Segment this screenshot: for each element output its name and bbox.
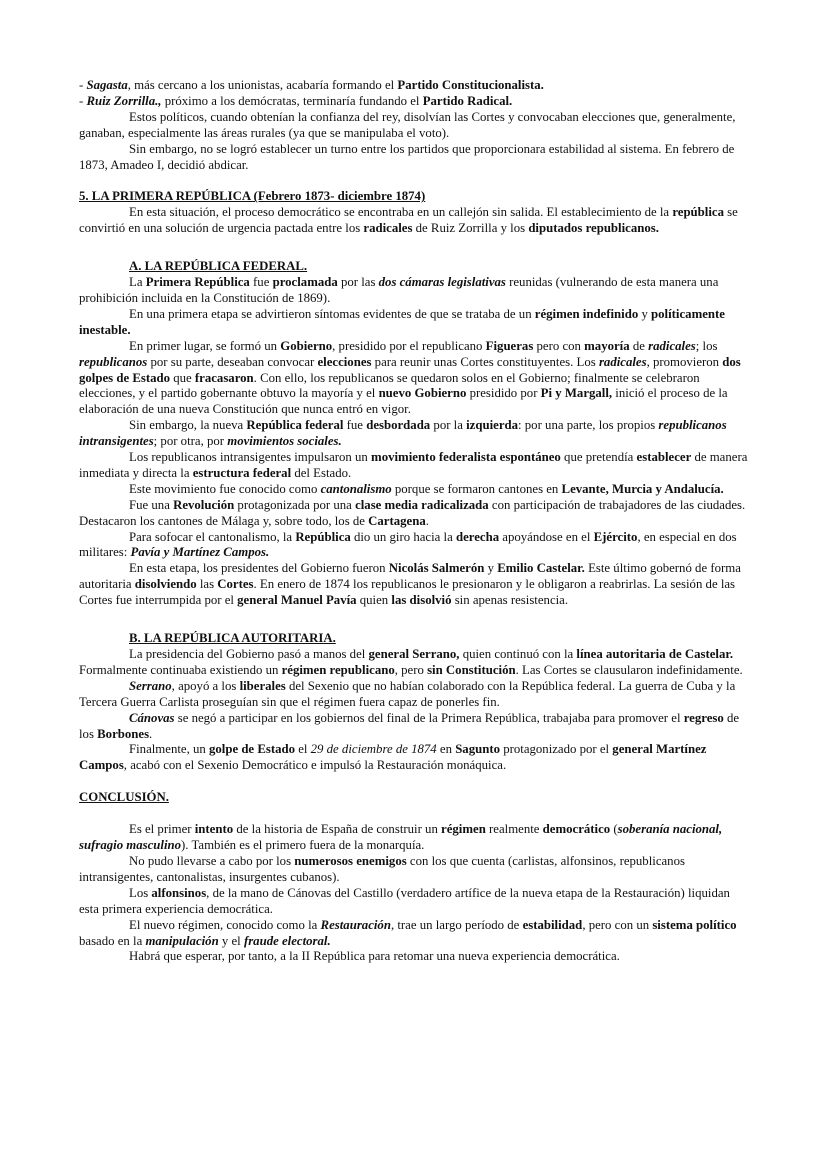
text-run: movimientos sociales. xyxy=(227,434,342,449)
text-run: general Martínez Campos xyxy=(79,742,707,773)
text-run: república xyxy=(672,205,724,220)
text-run: de Ruiz Zorrilla y los xyxy=(412,221,529,236)
paragraph-golpe-sagunto xyxy=(79,742,751,774)
paragraph-desbordada xyxy=(79,418,751,450)
text-run: pero con xyxy=(533,338,585,353)
text-run: dos golpes de Estado xyxy=(79,354,741,385)
paragraph-enemigos xyxy=(79,854,751,886)
text-run: Cortes xyxy=(217,577,254,592)
text-run: se negó a participar en los gobiernos del final de la Primera República, trabajaba para promover el xyxy=(174,710,684,725)
text-run: régimen xyxy=(441,822,486,837)
text-run: Formalmente continuaba existiendo un xyxy=(79,662,282,677)
text-run: . Con ello, los republicanos se quedaron solos en el Gobierno; finalmente se celebraron elecciones, y el partido gobernante obtuvo la mayoría y el xyxy=(79,370,700,401)
text-run: Partido Radical. xyxy=(422,93,513,108)
text-run: República federal xyxy=(246,418,344,433)
text-run: protagonizada por una xyxy=(234,497,356,512)
text-run: soberanía nacional, sufragio masculino xyxy=(79,822,723,853)
text-run: sistema político xyxy=(652,917,737,932)
text-run: ; los xyxy=(695,338,718,353)
text-run: de manera inmediata y directa la xyxy=(79,450,748,480)
text-run: radicales xyxy=(598,354,647,369)
text-run: general Serrano, xyxy=(368,647,460,661)
text-run: Pi y Margall, xyxy=(540,386,613,401)
text-run: Partido Constitucionalista. xyxy=(397,78,544,92)
text-run: con los que cuenta (carlistas, alfonsinos, republicanos intransigentes, cantonalistas, insurgentes cubanos). xyxy=(79,853,685,884)
text-run: Ejército xyxy=(593,529,638,544)
text-run: derecha xyxy=(455,529,500,544)
text-run: . Las Cortes se clausularon indefinidamente. xyxy=(515,662,743,677)
text-run: Primera República xyxy=(145,275,250,290)
paragraph-gobierno-figueras xyxy=(79,339,751,419)
text-run: porque se formaron cantones en xyxy=(391,481,562,496)
text-run: liberales xyxy=(239,678,286,693)
text-run: fraude electoral. xyxy=(243,933,331,948)
text-run: elecciones xyxy=(317,354,372,369)
text-run: realmente xyxy=(485,822,543,837)
text-run: en xyxy=(436,742,456,757)
text-run: reunidas (vulnerando de esta manera una prohibición incluida en la Constitución de 1869). xyxy=(79,275,719,305)
text-run: - xyxy=(79,93,87,108)
paragraph-serrano-liberales xyxy=(79,679,751,711)
text-run: políticamente inestable. xyxy=(79,306,725,337)
text-run: regreso xyxy=(683,710,724,725)
text-run: , más cercano a los unionistas, acabaría formando el xyxy=(127,78,398,92)
text-run: Para sofocar el cantonalismo, la xyxy=(129,529,296,544)
paragraph-intento xyxy=(79,822,751,854)
section-heading-conclusion: CONCLUSIÓN. xyxy=(79,790,169,805)
text-run: La xyxy=(129,275,146,290)
text-run: cantonalismo xyxy=(320,481,392,496)
text-run: por las xyxy=(337,275,379,290)
text-run: protagonizado por el xyxy=(500,742,613,757)
text-run: con participación de trabajadores de las ciudades. Destacaron los cantones de Málaga y, sobre todo, los de xyxy=(79,497,746,528)
text-run: En esta etapa, los presidentes del Gobierno fueron xyxy=(129,561,389,576)
text-run: Cartagena xyxy=(368,513,426,528)
text-run: y el xyxy=(218,933,244,948)
paragraph-revolucion xyxy=(79,498,751,530)
text-run: Levante, Murcia y Andalucía. xyxy=(561,481,724,496)
text-run: dio un giro hacia la xyxy=(350,529,456,544)
text-run: Habrá que esperar, por tanto, a la II República para retomar una nueva experiencia democrática. xyxy=(129,949,620,964)
text-run: 29 de diciembre de 1874 xyxy=(310,742,437,757)
text-run: radicales xyxy=(648,338,696,353)
text-run: : por una parte, los propios xyxy=(518,418,659,433)
text-run: quien continuó con la xyxy=(459,647,577,661)
paragraph-serrano-presidencia xyxy=(79,647,751,679)
text-run: manipulación xyxy=(145,933,219,948)
text-run: se convirtió en una solución de urgencia pactada entre los xyxy=(79,205,738,236)
text-run: estabilidad xyxy=(522,917,583,932)
paragraph-esperar xyxy=(79,949,751,965)
text-run: , trae un largo período de xyxy=(390,917,523,932)
text-run: clase media radicalizada xyxy=(355,497,489,512)
text-run: de la historia de España de construir un xyxy=(233,822,442,837)
text-run: del Sexenio que no habían colaborado con la República federal. La guerra de Cuba y la Tercera Guerra Carlista proseguían sin que el régimen fuera capaz de ponerles fin. xyxy=(79,678,736,709)
text-run: , en especial en dos militares: xyxy=(79,529,737,560)
text-run: Borbones xyxy=(97,726,150,741)
text-run: del Estado. xyxy=(291,465,352,480)
text-run: régimen republicano xyxy=(281,662,395,677)
text-run: , de la mano de Cánovas del Castillo (verdadero artífice de la nueva etapa de la Restauración) liquidan esta primera experiencia democrática. xyxy=(79,885,730,916)
text-run: sin Constitución xyxy=(427,662,516,677)
text-run: sin apenas resistencia. xyxy=(451,593,569,608)
paragraph-primera-etapa xyxy=(79,307,751,339)
text-run: intento xyxy=(194,822,234,837)
text-run: Revolución xyxy=(173,497,235,512)
text-run: Los xyxy=(129,885,152,900)
document-page xyxy=(79,78,751,965)
text-run: republicanos intransigentes xyxy=(79,418,727,449)
text-run: basado en la xyxy=(79,933,146,948)
text-run: Sagasta xyxy=(86,78,128,92)
text-run: establecer xyxy=(636,450,692,465)
paragraph-canovas xyxy=(79,711,751,743)
paragraph-estos-politicos xyxy=(79,110,751,142)
subheading-republica-autoritaria: B. LA REPÚBLICA AUTORITARIA. xyxy=(129,631,336,646)
text-run: movimiento federalista espontáneo xyxy=(371,450,561,465)
text-run: presidido por xyxy=(466,386,541,401)
text-run: de los xyxy=(79,710,740,741)
text-run: radicales xyxy=(363,221,413,236)
text-run: golpe de Estado xyxy=(208,742,296,757)
text-run: , acabó con el Sexenio Democrático e impulsó la Restauración monáquica. xyxy=(123,758,507,773)
text-run: Figueras xyxy=(485,338,534,353)
text-run: para reunir unas Cortes constituyentes. Los xyxy=(371,354,599,369)
text-run: fue xyxy=(343,418,367,433)
text-run: próximo a los demócratas, terminaría fundando el xyxy=(161,93,423,108)
text-run: , presidido por el republicano xyxy=(332,338,486,353)
text-run: En esta situación, el proceso democrático se encontraba en un callejón sin salida. El establecimiento de la xyxy=(129,205,673,220)
text-run: desbordada xyxy=(366,418,431,433)
text-run: alfonsinos xyxy=(151,885,207,900)
text-run: estructura federal xyxy=(192,465,292,480)
text-run: Serrano xyxy=(129,678,172,693)
text-run: mayoría xyxy=(584,338,630,353)
text-run: Emilio Castelar. xyxy=(497,561,585,576)
paragraph-sagasta xyxy=(79,78,751,94)
text-run: numerosos enemigos xyxy=(294,853,407,868)
text-run: República xyxy=(295,529,351,544)
text-run: . xyxy=(425,513,429,528)
paragraph-situacion xyxy=(79,205,751,237)
text-run: Finalmente, un xyxy=(129,742,209,757)
text-run: Los republicanos intransigentes impulsaron un xyxy=(129,450,372,465)
text-run: Restauración xyxy=(320,917,391,932)
text-run: Es el primer xyxy=(129,822,195,837)
paragraph-intransigentes xyxy=(79,450,751,482)
text-run: diputados republicanos. xyxy=(528,221,659,236)
text-run: por su parte, deseaban convocar xyxy=(147,354,318,369)
text-run: que pretendía xyxy=(560,450,637,465)
text-run: las xyxy=(196,577,218,592)
text-run: y xyxy=(484,561,498,576)
paragraph-sofocar xyxy=(79,530,751,562)
text-run: disolviendo xyxy=(134,577,197,592)
text-run: - xyxy=(79,78,87,92)
section-heading-primera-republica: 5. LA PRIMERA REPÚBLICA (Febrero 1873- diciembre 1874) xyxy=(79,189,426,204)
text-run: Fue una xyxy=(129,497,174,512)
paragraph-sin-embargo-turno xyxy=(79,142,751,174)
text-run: Cánovas xyxy=(129,710,175,725)
text-run: fracasaron xyxy=(194,370,254,385)
text-run: las disolvió xyxy=(391,593,452,608)
paragraph-restauracion xyxy=(79,918,751,950)
paragraph-ruiz-zorrilla xyxy=(79,94,751,110)
paragraph-presidentes xyxy=(79,561,751,609)
text-run: Sagunto xyxy=(455,742,500,757)
text-run: Nicolás Salmerón xyxy=(388,561,485,576)
text-run: , apoyó a los xyxy=(171,678,240,693)
text-run: Sin embargo, no se logró establecer un turno entre los partidos que proporcionara estabilidad al sistema. En febrero de 1873, Amadeo I, decidió abdicar. xyxy=(79,141,735,172)
text-run: Ruiz Zorrilla., xyxy=(86,93,162,108)
text-run: ; por otra, por xyxy=(153,434,228,449)
text-run: , promovieron xyxy=(646,354,723,369)
text-run: En una primera etapa se advirtieron síntomas evidentes de que se trataba de un xyxy=(129,306,535,321)
text-run: inició el proceso de la elaboración de una nueva Constitución que nunca entró en vigor. xyxy=(79,386,728,417)
text-run: Sin embargo, la nueva xyxy=(129,418,247,433)
text-run: Pavía y Martínez Campos. xyxy=(130,545,270,560)
text-run: . xyxy=(149,726,153,741)
text-run: línea autoritaria de Castelar. xyxy=(576,647,734,661)
text-run: Este último gobernó de forma autoritaria xyxy=(79,561,741,592)
text-run: y xyxy=(638,306,652,321)
text-run: Gobierno xyxy=(280,338,333,353)
text-run: Estos políticos, cuando obtenían la confianza del rey, disolvían las Cortes y convocaban elecciones que, generalmente, ganaban, especialmente las áreas rurales (ya que se manipulaba el voto). xyxy=(79,109,736,140)
text-run: izquierda xyxy=(466,418,519,433)
text-run: Este movimiento fue conocido como xyxy=(129,481,321,496)
text-run: régimen indefinido xyxy=(534,306,639,321)
text-run: por la xyxy=(430,418,467,433)
text-run: apoyándose en el xyxy=(499,529,594,544)
text-run: La presidencia del Gobierno pasó a manos del xyxy=(129,647,369,661)
text-run: de xyxy=(629,338,649,353)
text-run: nuevo Gobierno xyxy=(378,386,467,401)
text-run: republicanos xyxy=(79,354,148,369)
text-run: El nuevo régimen, conocido como la xyxy=(129,917,321,932)
text-run: general Manuel Pavía xyxy=(237,593,357,608)
text-run: fue xyxy=(249,275,273,290)
text-run: proclamada xyxy=(272,275,338,290)
text-run: , pero con un xyxy=(582,917,653,932)
text-run: dos cámaras legislativas xyxy=(378,275,506,290)
subheading-republica-federal: A. LA REPÚBLICA FEDERAL. xyxy=(129,259,308,274)
text-run: quien xyxy=(356,593,392,608)
text-run: el xyxy=(295,742,311,757)
text-run: . En enero de 1874 los republicanos le presionaron y le obligaron a reabrirlas. La sesión de las Cortes fue interrumpida por el xyxy=(79,577,736,608)
text-run: que xyxy=(170,370,195,385)
text-run: No pudo llevarse a cabo por los xyxy=(129,853,295,868)
paragraph-proclamada xyxy=(79,275,751,307)
text-run: En primer lugar, se formó un xyxy=(129,338,281,353)
paragraph-cantonalismo xyxy=(79,482,751,498)
text-run: ). También es el primero fuera de la monarquía. xyxy=(181,838,425,853)
text-run: , pero xyxy=(394,662,428,677)
text-run: democrático xyxy=(542,822,611,837)
text-run: ( xyxy=(610,822,618,837)
paragraph-alfonsinos xyxy=(79,886,751,918)
